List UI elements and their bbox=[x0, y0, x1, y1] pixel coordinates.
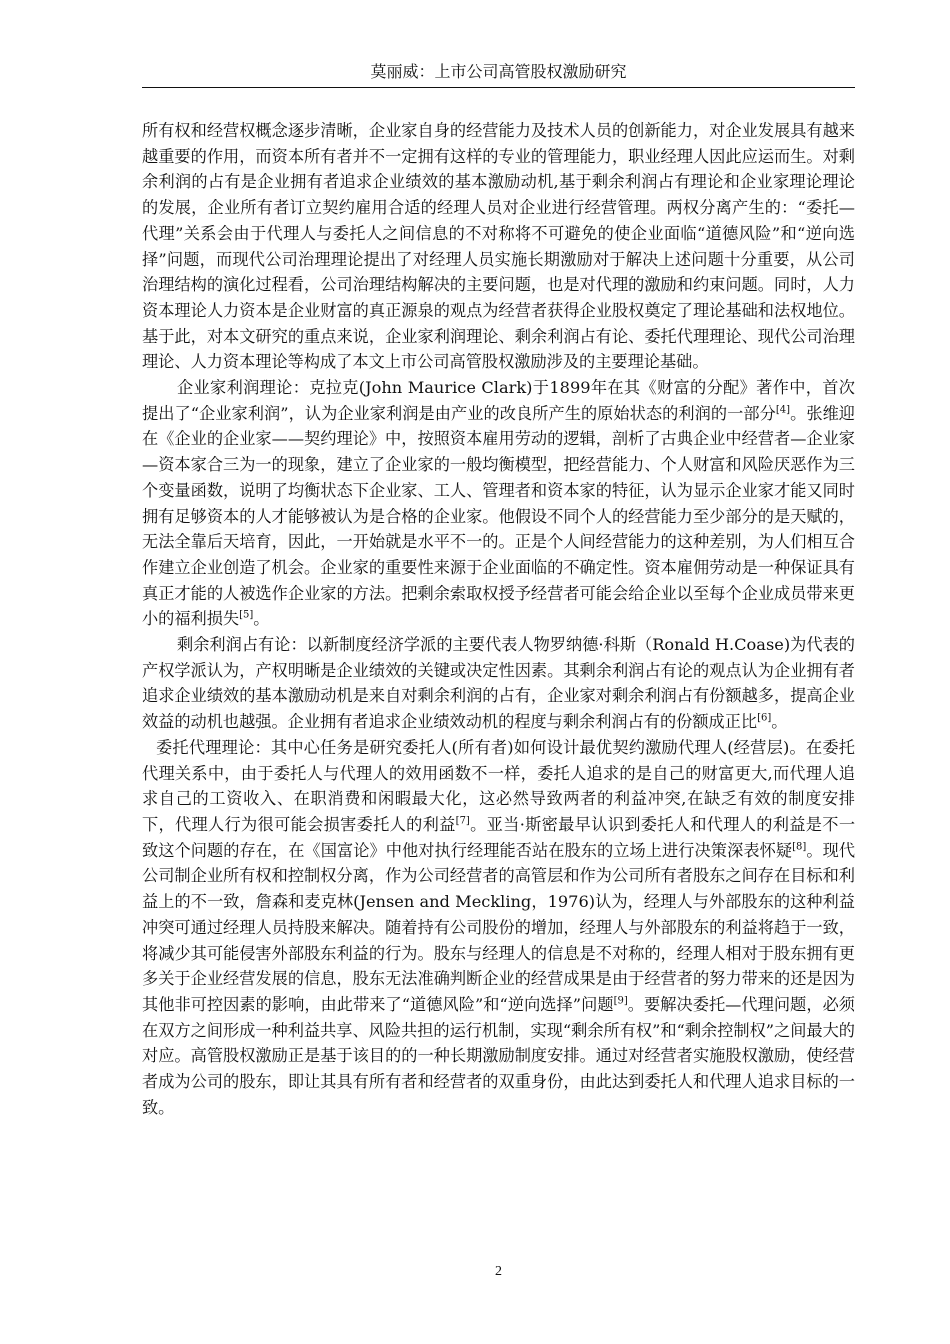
page-number: 2 bbox=[495, 1264, 502, 1279]
citation-marker: [7] bbox=[455, 815, 470, 827]
paragraph-text: 。现代公司制企业所有权和控制权分离，作为公司经营者的高管层和作为公司所有者股东之间存在目标和利益上的不一致，詹森和麦克林(Jensen and Meckling，1976)认为，经理人与外部股东的这种利益冲突可通过经理人员持股来解决。随着持有公司股份的增加，经理人与外部股东的利益将趋于一致，将减少其可能侵害外部股东利益的行为。股东与经理人的信息是不对称的，经理人相对于股东拥有更多关于企业经营发展的信息，股东无法准确判断企业的经营成果是由于经营者的努力带来的还是因为其他非可控因素的影响，由此带来了“道德风险”和“逆向选择”问题 bbox=[142, 840, 856, 1014]
paragraph-text: 委托代理理论：其中心任务是研究委托人(所有者)如何设计最优契约激励代理人(经营层)。在委托代理关系中，由于委托人与代理人的效用函数不一样，委托人追求的是自己的财富更大,而代理人追求自己的工资收入、在职消费和闲暇最大化，这必然导致两者的利益冲突,在缺乏有效的制度安排下，代理人行为很可能会损害委托人的利益 bbox=[142, 737, 855, 834]
paragraph-principal-agent-theory bbox=[142, 735, 855, 1121]
paragraph-entrepreneur-profit-theory bbox=[142, 375, 855, 632]
page-header-title: 莫丽威：上市公司高管股权激励研究 bbox=[370, 64, 627, 81]
paragraph-text: 所有权和经营权概念逐步清晰，企业家自身的经营能力及技术人员的创新能力，对企业发展具有越来越重要的作用，而资本所有者并不一定拥有这样的专业的管理能力，职业经理人因此应运而生。对剩余利润的占有是企业拥有者追求企业绩效的基本激励动机,基于剩余利润占有理论和企业家理论理论的发展，企业所有者订立契约雇用合适的经理人员对企业进行经营管理。两权分离产生的：“委托—代理”关系会由于代理人与委托人之间信息的不对称将不可避免的使企业面临“道德风险”和“逆向选择”问题，而现代公司治理理论提出了对经理人员实施长期激励对于解决上述问题十分重要，从公司治理结构的演化过程看，公司治理结构解决的主要问题，也是对代理的激励和约束问题。同时，人力资本理论人力资本是企业财富的真正源泉的观点为经营者获得企业股权奠定了理论基础和法权地位。基于此，对本文研究的重点来说，企业家利润理论、剩余利润占有论、委托代理理论、现代公司治理理论、人力资本理论等构成了本文上市公司高管股权激励涉及的主要理论基础。 bbox=[142, 121, 855, 372]
paragraph-text: 。亚当·斯密最早认识到委托人和代理人的利益是不一致这个问题的存在，在《国富论》中他对执行经理能否站在股东的立场上进行决策深表怀疑 bbox=[142, 814, 856, 860]
body-text bbox=[142, 118, 855, 1120]
paragraph-text: 。张维迎在《企业的企业家——契约理论》中，按照资本雇用劳动的逻辑，剖析了古典企业中经营者—企业家—资本家合三为一的现象，建立了企业家的一般均衡模型，把经营能力、个人财富和风险厌恶作为三个变量函数，说明了均衡状态下企业家、工人、管理者和资本家的特征，认为显示企业家才能又同时拥有足够资本的人才能够被认为是合格的企业家。他假设不同个人的经营能力至少部分的是天赋的，无法全靠后天培育，因此，一开始就是水平不一的。正是个人间经营能力的这种差别，为人们相互合作建立企业创造了机会。企业家的重要性来源于企业面临的不确定性。资本雇佣劳动是一种保证具有真正才能的人被选作企业家的方法。把剩余索取权授予经营者可能会给企业以至每个企业成员带来更小的福利损失 bbox=[142, 403, 855, 629]
citation-marker: [5] bbox=[239, 609, 254, 621]
citation-marker: [9] bbox=[613, 995, 628, 1007]
paragraph-intro bbox=[142, 118, 855, 375]
paragraph-text: 。 bbox=[771, 712, 788, 732]
paragraph-residual-profit-theory bbox=[142, 632, 855, 735]
paragraph-text: 企业家利润理论：克拉克(John Maurice Clark)于1899年在其《财富的分配》著作中，首次提出了“企业家利润”，认为企业家利润是由产业的改良所产生的原始状态的利润的一部分 bbox=[142, 378, 855, 423]
header-rule bbox=[142, 87, 855, 88]
paragraph-text: 剩余利润占有论：以新制度经济学派的主要代表人物罗纳德·科斯（Ronald H.Coase)为代表的产权学派认为，产权明晰是企业绩效的关键或决定性因素。其剩余利润占有论的观点认为企业拥有者追求企业绩效的基本激励动机是来自对剩余利润的占有，企业家对剩余利润占有份额越多，提高企业效益的动机也越强。企业拥有者追求企业绩效动机的程度与剩余利润占有的份额成正比 bbox=[142, 635, 855, 732]
citation-marker: [6] bbox=[757, 712, 772, 724]
paragraph-text: 。 bbox=[253, 609, 270, 629]
citation-marker: [4] bbox=[775, 404, 791, 416]
paragraph-text: 。要解决委托—代理问题，必须在双方之间形成一种利益共享、风险共担的运行机制，实现“剩余所有权”和“剩余控制权”之间最大的对应。高管股权激励正是基于该目的的一种长期激励制度安排。通过对经营者实施股权激励，使经营者成为公司的股东，即让其具有所有者和经营者的双重身份，由此达到委托人和代理人追求目标的一致。 bbox=[142, 994, 855, 1117]
citation-marker: [8] bbox=[792, 841, 807, 853]
